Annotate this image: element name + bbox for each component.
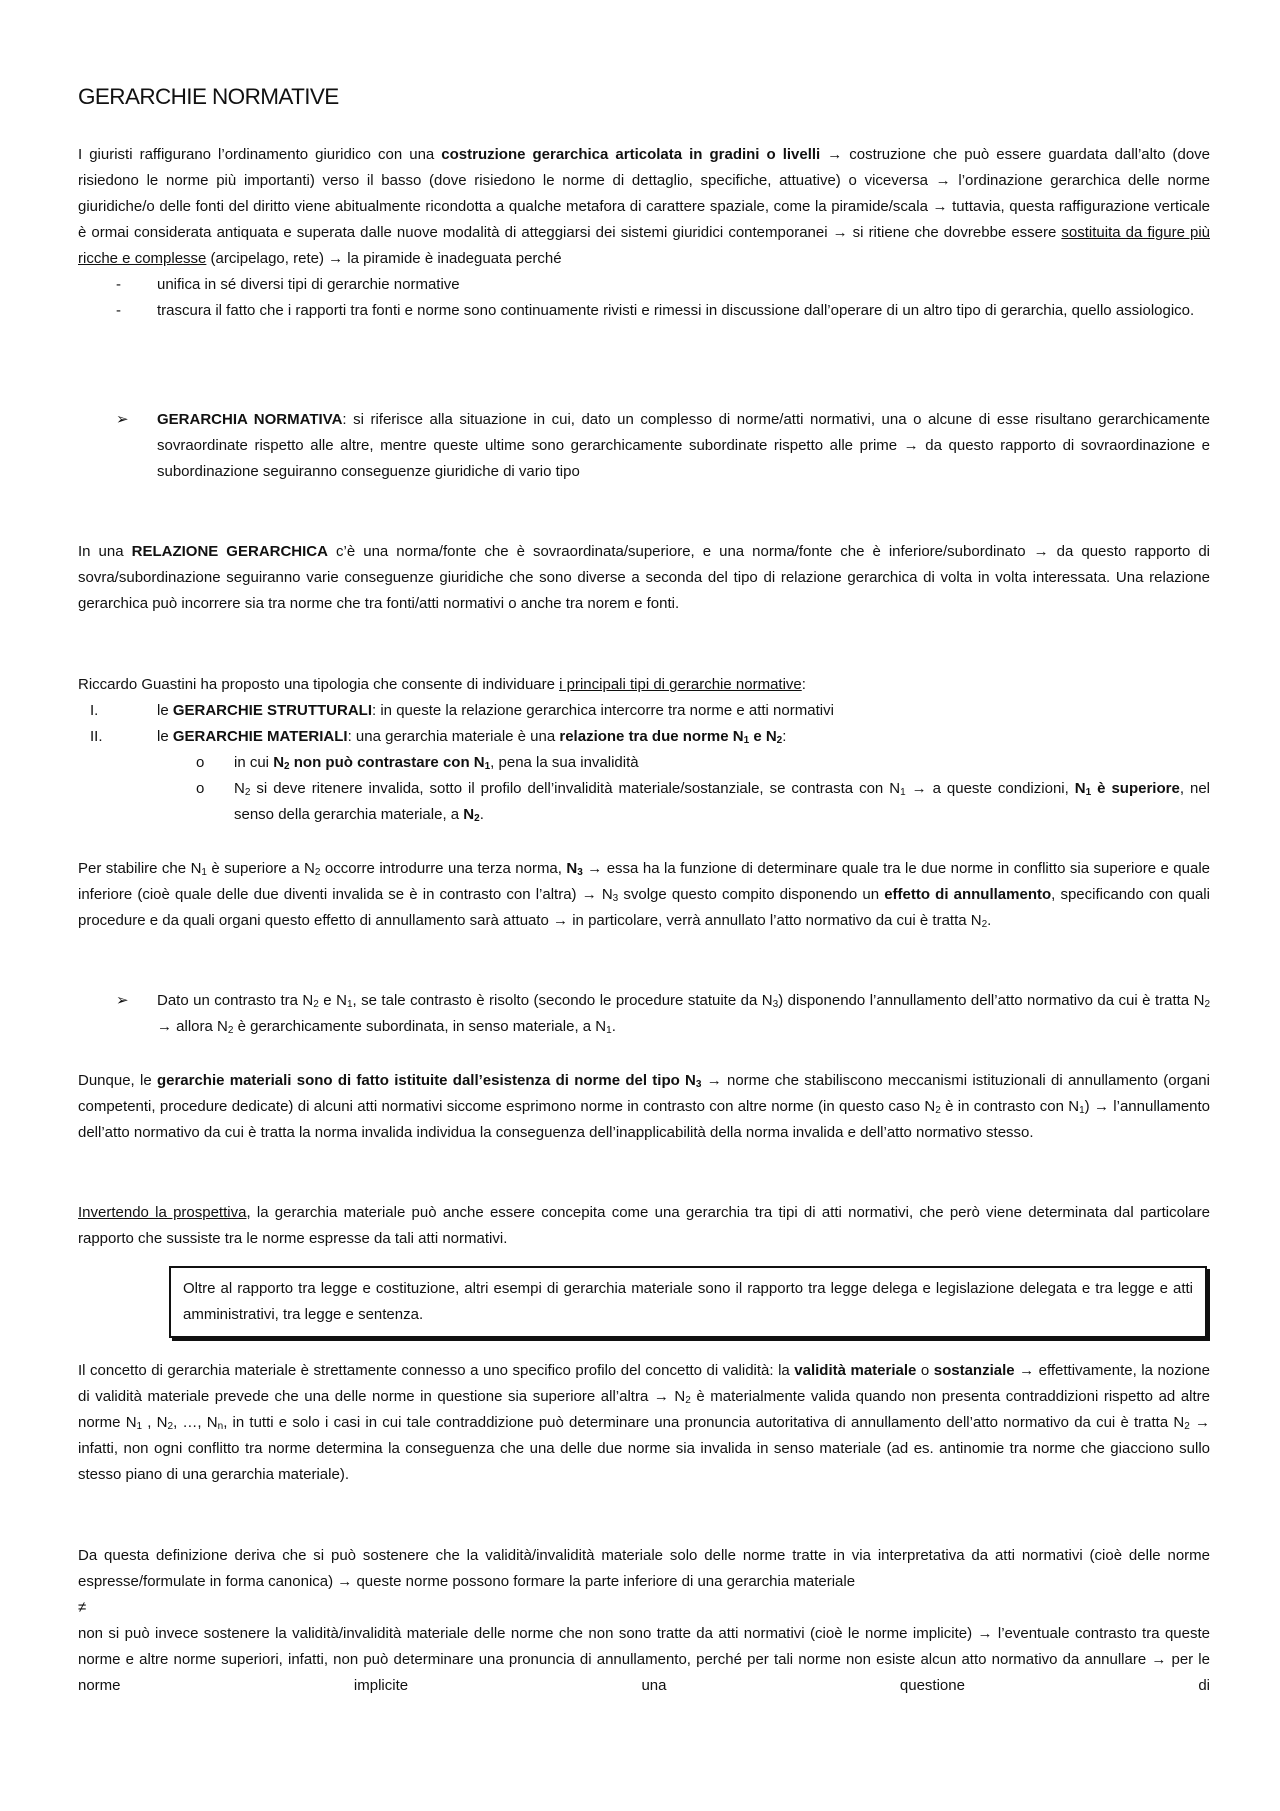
text-run: → effettivamente, la nozione di validità materiale prevede che una delle norme in questione sia superiore all’altra → N — [78, 1362, 1210, 1405]
bold-text: sostanziale — [933, 1362, 1015, 1379]
subscript: 1 — [1085, 787, 1092, 798]
subscript: 3 — [577, 867, 583, 878]
list-item-text — [157, 698, 1210, 724]
text-run: Riccardo Guastini ha proposto una tipologia che consente di individuare — [78, 676, 560, 693]
bold-text: N — [463, 806, 475, 823]
subscript: n — [217, 1421, 224, 1432]
text-run: svolge questo compito disponendo un — [618, 886, 885, 903]
text-run: non si può invece sostenere la validità/invalidità materiale delle norme che non sono tratte da atti normativi (cioè le norme implicite) → l’eventuale contrasto tra queste norme e altre norme superiori, infatti, non può determinare una pronuncia di annullamento, perché per tali norme non esiste alcun atto normativo da annullare → per le norme implicite una questione di — [78, 1625, 1210, 1694]
text-run: : si riferisce alla situazione in cui, dato un complesso di norme/atti normativi, una o alcune di esse risultano gerarchicamente sovraordinate rispetto alle altre, mentre queste ultime sono gerarchicamente subordinate rispetto alle prime → da questo rapporto di sovraordinazione e subordinazione seguiranno conseguenze giuridiche di vario tipo — [157, 411, 1210, 480]
text-run: è superiore a N — [206, 860, 315, 877]
text-run: (arcipelago, rete) → la piramide è inadeguata perché — [206, 250, 562, 267]
bold-text: effetto di annullamento — [884, 886, 1052, 903]
text-run: le — [157, 728, 173, 745]
subscript: 2 — [1204, 999, 1210, 1010]
subscript: 3 — [612, 893, 619, 904]
examples-callout-box — [169, 1266, 1207, 1338]
bold-text: costruzione gerarchica articolata in gradini o livelli — [441, 146, 821, 163]
roman-list-item — [78, 724, 1210, 750]
list-marker: I. — [90, 702, 99, 719]
text-run: Dunque, le — [78, 1072, 157, 1089]
text-run: occorre introdurre una terza norma, — [320, 860, 567, 877]
gerarchia-normativa-item — [78, 407, 1210, 485]
text-run: , pena la sua invalidità — [490, 754, 639, 771]
non-si-puo-paragraph — [78, 1621, 1210, 1699]
text-run: , specificando con quali procedure e da quali organi questo effetto di annullamento sarà attuato → in particolare, verrà annullato l’atto normativo da cui è tratta N — [78, 886, 1210, 929]
bold-text: N — [566, 860, 578, 877]
subscript: 2 — [776, 735, 783, 746]
bold-text: N — [273, 754, 285, 771]
subscript: 1 — [1079, 1105, 1085, 1116]
bold-text: è superiore — [1091, 780, 1180, 797]
text-run: si deve ritenere invalida, sotto il profilo dell’invalidità materiale/sostanziale, se contrasta con N — [250, 780, 901, 797]
bold-text: gerarchie materiali sono di fatto istituite dall’esistenza di norme del tipo N — [156, 1072, 696, 1089]
text-run: I giuristi raffigurano l’ordinamento giuridico con una — [78, 146, 442, 163]
circle-list-item — [78, 750, 1210, 776]
subscript: 1 — [136, 1421, 143, 1432]
subscript: 2 — [284, 761, 290, 772]
text-run: le — [157, 702, 173, 719]
subscript: 2 — [244, 787, 251, 798]
subscript: 2 — [935, 1105, 941, 1116]
subscript: 3 — [772, 999, 779, 1010]
subscript: 2 — [1184, 1421, 1190, 1432]
text-run: Il concetto di gerarchia materiale è strettamente connesso a uno specifico profilo del concetto di validità: la — [78, 1362, 795, 1379]
text-run: ) → l’annullamento dell’atto normativo da cui è tratta la norma invalida individua la conseguenza dell’inapplicabilità della norma invalida e dell’atto normativo stesso. — [78, 1098, 1211, 1141]
list-marker: II. — [90, 728, 103, 745]
subscript: 1 — [900, 787, 906, 798]
text-run: Dato un contrasto tra N — [157, 992, 314, 1009]
da-questa-section — [78, 1543, 1210, 1699]
text-run: è materialmente valida quando non presenta contraddizioni rispetto ad altre norme N — [78, 1388, 1210, 1431]
subscript: 1 — [606, 1025, 612, 1036]
underlined-text: i principali tipi di gerarchie normative — [559, 676, 802, 693]
circle-list — [78, 750, 1210, 828]
subscript: 1 — [346, 999, 353, 1010]
da-questa-paragraph — [78, 1543, 1210, 1595]
text-run: , N — [142, 1414, 168, 1431]
underlined-text: Invertendo la prospettiva — [78, 1204, 247, 1221]
list-item-text — [157, 724, 1210, 750]
relazione-gerarchica-paragraph — [78, 539, 1210, 617]
roman-list-item — [78, 698, 1210, 724]
text-run: → allora N — [157, 1018, 228, 1035]
list-item-text — [234, 776, 1210, 828]
text-run: . — [611, 1018, 616, 1035]
text-run: , nel senso della gerarchia materiale, a — [234, 780, 1210, 823]
text-run: : — [801, 676, 806, 693]
text-run: . — [479, 806, 484, 823]
subscript: 2 — [474, 813, 480, 824]
list-item-text — [157, 298, 1210, 324]
text-run: , in tutti e solo i casi in cui tale contraddizione può determinare una pronuncia autoritativa di annullamento dell’atto normativo da cui è tratta N — [223, 1414, 1185, 1431]
text-run: è gerarchicamente subordinata, in senso materiale, a N — [233, 1018, 607, 1035]
dash-list-item — [78, 298, 1210, 324]
text-run: → essa ha la funzione di determinare quale tra le due norme in conflitto sia superiore e quale inferiore (cioè quale delle due diventi invalida se è in contrasto con l’altra) → N — [78, 860, 1210, 903]
text-run: Da questa definizione deriva che si può sostenere che la validità/invalidità materiale solo delle norme tratte in via interpretativa da atti normativi (cioè delle norme espresse/formulate in forma canonica) → queste norme possono formare la parte inferiore di una gerarchia materiale — [78, 1547, 1210, 1590]
text-run: → a queste condizioni, — [905, 780, 1075, 797]
subscript: 2 — [314, 867, 321, 878]
bold-text: non può contrastare con N — [289, 754, 485, 771]
gerarchia-normativa-text — [157, 407, 1210, 485]
dato-text — [157, 988, 1210, 1040]
page-title: GERARCHIE NORMATIVE — [78, 84, 339, 109]
guastini-paragraph — [78, 672, 1210, 698]
text-run: : in queste la relazione gerarchica intercorre tra norme e atti normativi — [372, 702, 834, 719]
text-run: . — [987, 912, 992, 929]
bold-text: GERARCHIE STRUTTURALI — [172, 702, 373, 719]
text-run: o — [916, 1362, 934, 1379]
bold-text: validità materiale — [794, 1362, 917, 1379]
text-run: trascura il fatto che i rapporti tra fonti e norme sono continuamente rivisti e rimessi in discussione dall’operare di un altro tipo di gerarchia, quello assiologico. — [157, 302, 1195, 319]
bold-text: e N — [749, 728, 777, 745]
underlined-text: sostituita da figure più ricche e complesse — [78, 224, 1210, 267]
list-marker: - — [116, 276, 121, 293]
text-run: ) disponendo l’annullamento dell’atto normativo da cui è tratta N — [778, 992, 1205, 1009]
intro-paragraph — [78, 142, 1210, 272]
dunque-paragraph — [78, 1068, 1210, 1146]
roman-list — [78, 698, 1210, 750]
text-run: In una — [78, 543, 132, 560]
bold-text: GERARCHIA NORMATIVA — [157, 411, 343, 428]
list-marker: - — [116, 302, 121, 319]
arrow-bullet-icon: ➢ — [116, 411, 129, 428]
subscript: 2 — [313, 999, 319, 1010]
text-run: , la gerarchia materiale può anche essere concepita come una gerarchia tra tipi di atti normativi, che però viene determinata dal particolare rapporto che sussiste tra le norme espresse da tali atti normativi. — [78, 1204, 1210, 1247]
text-run: e N — [318, 992, 347, 1009]
subscript: 1 — [484, 761, 491, 772]
per-stabilire-paragraph — [78, 856, 1210, 934]
text-run: → costruzione che può essere guardata dall’alto (dove risiedono le norme più importanti) verso il basso (dove risiedono le norme di dettaglio, specifiche, attuative) o viceversa → l’ordinazione gerarchica delle norme giuridiche/o delle fonti del diritto viene abitualmente ricondotta a qualche metafora di carattere spaziale, come la piramide/scala → tuttavia, questa raffigurazione verticale è ormai considerata antiquata e superata dalle nuove modalità di atteggiarsi dei sistemi giuridici contemporanei → si ritiene che dovrebbe essere — [78, 146, 1211, 241]
intro-section — [78, 142, 1210, 324]
dash-list — [78, 272, 1210, 324]
bold-text: relazione tra due norme N — [559, 728, 744, 745]
arrow-bullet-icon: ➢ — [116, 992, 129, 1009]
list-marker: o — [196, 754, 205, 771]
invertendo-paragraph — [78, 1200, 1210, 1252]
concetto-paragraph — [78, 1358, 1210, 1488]
subscript: 3 — [695, 1079, 702, 1090]
list-marker: o — [196, 780, 205, 797]
text-run: : una gerarchia materiale è una — [347, 728, 560, 745]
bold-text: N — [1074, 780, 1086, 797]
dash-list-item — [78, 272, 1210, 298]
subscript: 2 — [227, 1025, 234, 1036]
circle-list-item — [78, 776, 1210, 828]
text-run: , …, N — [173, 1414, 218, 1431]
list-item-text — [234, 750, 1210, 776]
list-item-text — [157, 272, 1210, 298]
bold-text: GERARCHIE MATERIALI — [172, 728, 348, 745]
text-run: : — [782, 728, 787, 745]
text-run: Per stabilire che N — [78, 860, 202, 877]
bold-text: RELAZIONE GERARCHICA — [131, 543, 328, 560]
text-run: → infatti, non ogni conflitto tra norme determina la conseguenza che una delle due norme sia invalida in senso materiale (ad es. antinomie tra norme che giacciono sullo stesso piano di una gerarchia materiale). — [78, 1414, 1210, 1483]
text-run: è in contrasto con N — [940, 1098, 1080, 1115]
text-run: c’è una norma/fonte che è sovraordinata/superiore, e una norma/fonte che è inferiore/subordinato → da questo rapporto di sovra/subordinazione seguiranno varie conseguenze giuridiche che sono diverse a seconda del tipo di relazione gerarchica di volta in volta interessata. Una relazione gerarchica può incorrere sia tra norme che tra fonti/atti normativi o anche tra norem e fonti. — [78, 543, 1210, 612]
subscript: 1 — [201, 867, 207, 878]
text-run: → norme che stabiliscono meccanismi istituzionali di annullamento (organi competenti, procedure dedicate) di alcuni atti normativi siccome esprimono norme in contrasto con altre norme (in questo caso N — [78, 1072, 1210, 1115]
text-run: , se tale contrasto è risolto (secondo le procedure statuite da N — [352, 992, 773, 1009]
text-run: in cui — [234, 754, 274, 771]
not-equal-symbol: ≠ — [78, 1599, 87, 1616]
text-run: unifica in sé diversi tipi di gerarchie normative — [157, 276, 460, 293]
subscript: 2 — [981, 919, 988, 930]
text-run: Oltre al rapporto tra legge e costituzione, altri esempi di gerarchia materiale sono il rapporto tra legge delega e legislazione delegata e tra legge e atti amministrativi, tra legge e sentenza. — [183, 1280, 1193, 1323]
subscript: 2 — [167, 1421, 174, 1432]
subscript: 1 — [743, 735, 750, 746]
dato-item — [78, 988, 1210, 1040]
text-run: N — [234, 780, 245, 797]
subscript: 2 — [685, 1395, 691, 1406]
guastini-section — [78, 672, 1210, 828]
